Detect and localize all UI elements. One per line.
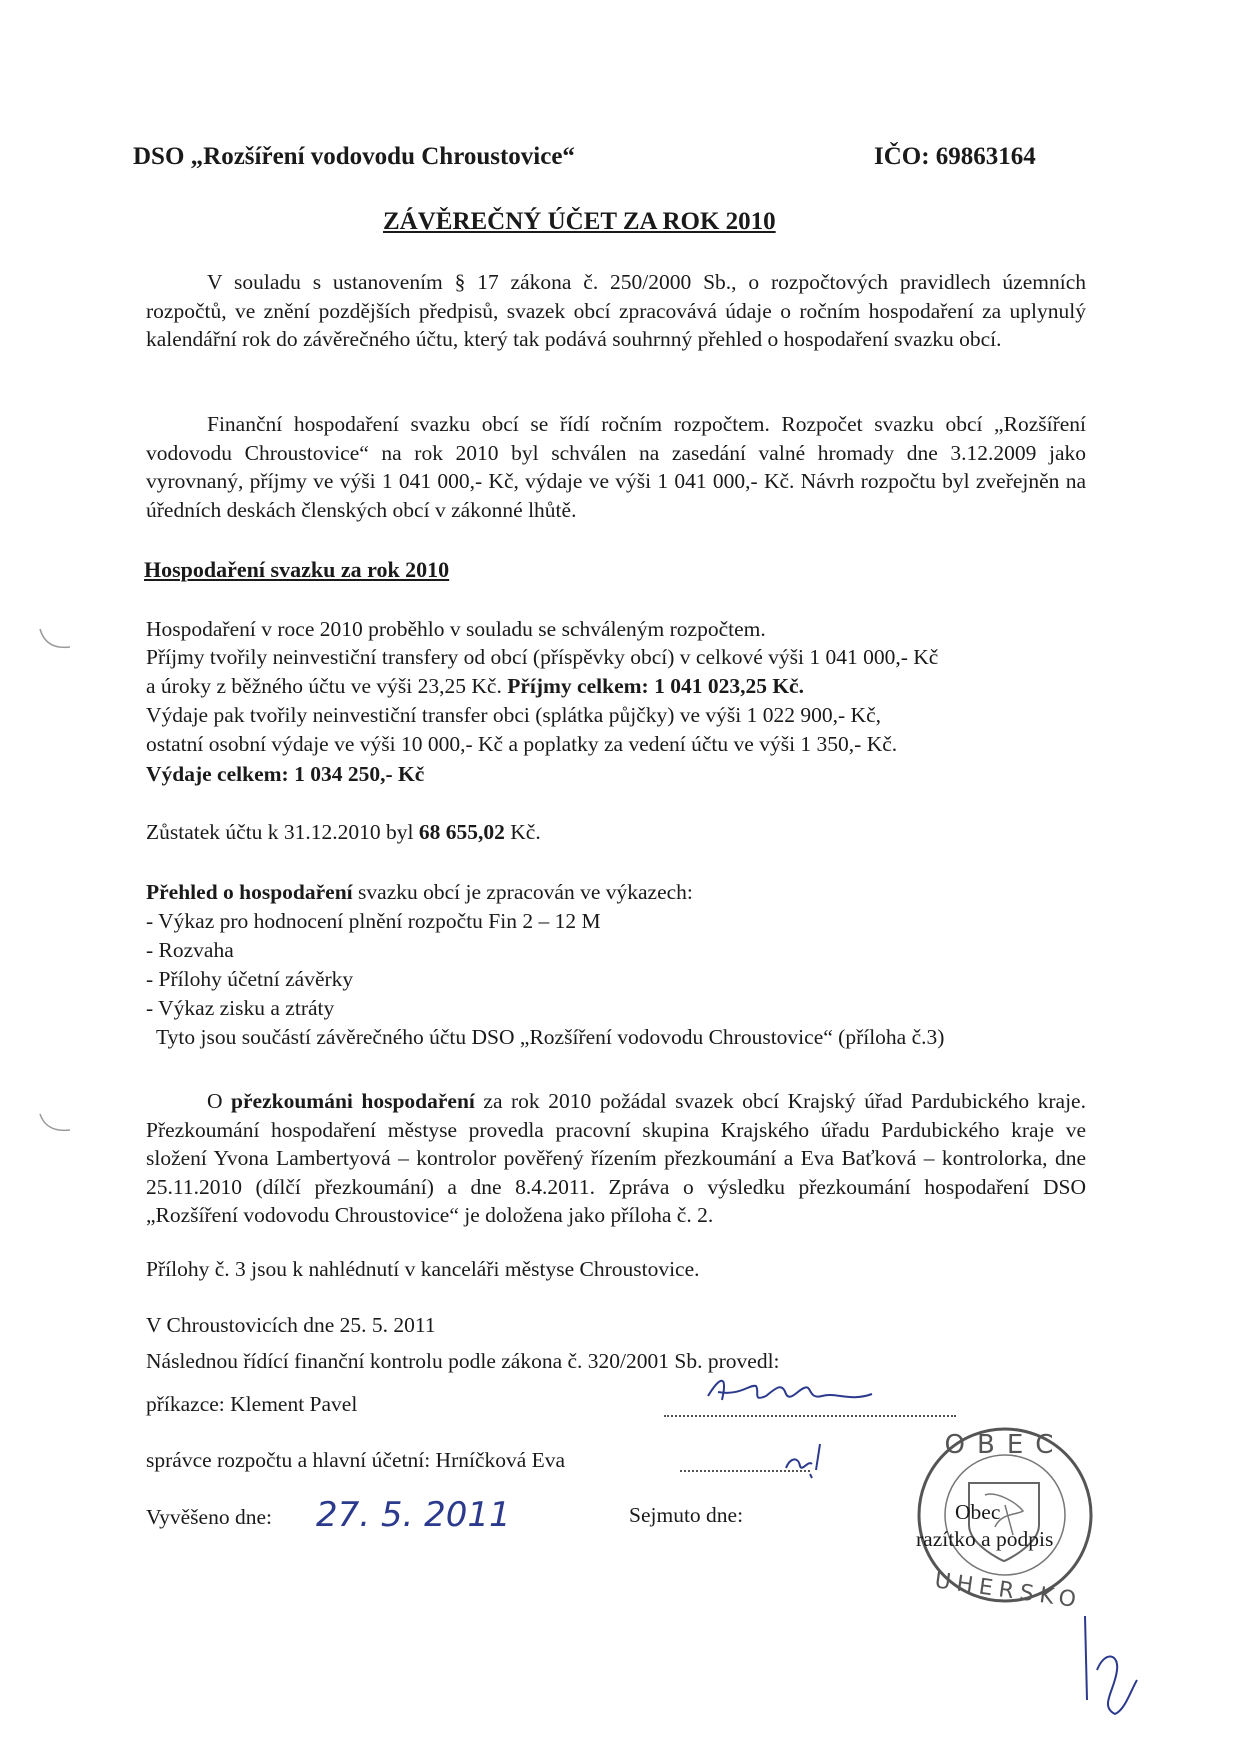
overview-item: - Přílohy účetní závěrky [146, 967, 354, 991]
overview-item: - Rozvaha [146, 938, 234, 962]
stamp-text-top: OBEC [944, 1430, 1066, 1460]
section-line-2: Příjmy tvořily neinvestiční transfery od obcí (příspěvky obcí) v celkové výši 1 041 000,- Kč [146, 645, 939, 669]
review-pre: O [207, 1089, 232, 1113]
section-heading: Hospodaření svazku za rok 2010 [144, 557, 450, 582]
scan-mark [36, 1110, 76, 1140]
section-line-4: Výdaje pak tvořily neinvestiční transfer obci (splátka půjčky) ve výši 1 022 900,- Kč, [146, 703, 881, 727]
orderer-label: příkazce: Klement Pavel [146, 1392, 358, 1416]
posted-label: Vyvěšeno dne: [146, 1505, 272, 1529]
overview-tail: Tyto jsou součástí závěrečného účtu DSO „Rozšíření vodovodu Chroustovice“ (příloha č.3) [156, 1025, 945, 1049]
section-line-3 [146, 674, 804, 699]
organization-name: DSO „Rozšíření vodovodu Chroustovice“ [133, 143, 575, 170]
scan-mark [36, 625, 76, 655]
stamp-text-bottom: UHERSKO [933, 1568, 1084, 1614]
budget-manager-label: správce rozpočtu a hlavní účetní: Hrníčková Eva [146, 1448, 566, 1472]
balance-label: Zůstatek účtu k 31.12.2010 byl [146, 820, 419, 844]
income-total: Příjmy celkem: 1 041 023,25 Kč. [507, 674, 804, 698]
ico-number: IČO: 69863164 [874, 143, 1036, 170]
place-and-date: V Chroustovicích dne 25. 5. 2011 [146, 1313, 436, 1337]
section-line-5: ostatní osobní výdaje ve výši 10 000,- Kč a poplatky za vedení účtu ve výši 1 350,- Kč. [146, 732, 898, 756]
review-bold: přezkoumáni hospodaření [231, 1089, 475, 1113]
expense-total [146, 762, 424, 787]
interest-text: a úroky z běžného účtu ve výši 23,25 Kč. [146, 674, 508, 698]
stamp-label-1: Obec [955, 1500, 1001, 1524]
official-stamp [905, 1415, 1105, 1615]
document-title: ZÁVĚREČNÝ ÚČET ZA ROK 2010 [383, 208, 776, 235]
attachments-note: Přílohy č. 3 jsou k nahlédnutí v kanceláři městyse Chroustovice. [146, 1257, 700, 1281]
section-line-1: Hospodaření v roce 2010 proběhlo v souladu se schváleným rozpočtem. [146, 617, 766, 641]
overview-item: - Výkaz pro hodnocení plnění rozpočtu Fin 2 – 12 M [146, 909, 601, 933]
budget-signature [780, 1440, 830, 1484]
financial-control-note: Následnou řídící finanční kontrolu podle zákona č. 320/2001 Sb. provedl: [146, 1349, 780, 1373]
expense-total-text: Výdaje celkem: 1 034 250,- Kč [146, 762, 425, 786]
review-rest: za rok 2010 požádal svazek obcí Krajský úřad Pardubického kraje. Přezkoumání hospodaření městyse provedla pracovní skupina Krajského úřadu Pardubického kraje ve složení Yvona Lambertyová – kontrolor pověřený řízením přezkoumání a Eva Baťková – kontrolorka, dne 25.11.2010 (dílčí přezkoumání) a dne 8.4.2011. Zpráva o výsledku přezkoumání hospodaření DSO „Rozšíření vodovodu Chroustovice“ je doložena jako příloha č. 2. [146, 1089, 1086, 1227]
overview-lead-bold: Přehled o hospodaření [146, 880, 353, 904]
stamp-label-2: razítko a podpis [916, 1527, 1054, 1551]
intro-paragraph-1: V souladu s ustanovením § 17 zákona č. 250/2000 Sb., o rozpočtových pravidlech územních rozpočtů, ve znění pozdějších předpisů, svazek obcí zpracovává údaje o ročním hospodaření za uplynulý kalendářní rok do závěrečného účtu, který tak podává souhrnný přehled o hospodaření svazku obcí. [146, 270, 1086, 351]
overview-item: - Výkaz zisku a ztráty [146, 996, 335, 1020]
balance-currency: Kč. [504, 820, 541, 844]
removed-label: Sejmuto dne: [629, 1503, 744, 1527]
overview-lead [146, 880, 693, 905]
overview-lead-rest: svazku obcí je zpracován ve výkazech: [352, 880, 693, 904]
balance-value: 68 655,02 [418, 820, 505, 844]
handwritten-mark [1075, 1610, 1145, 1720]
posted-date: 27. 5. 2011 [316, 1495, 511, 1535]
intro-paragraph-2: Finanční hospodaření svazku obcí se řídí ročním rozpočtem. Rozpočet svazku obcí „Rozšíření vodovodu Chroustovice“ na rok 2010 byl schválen na zasedání valné hromady dne 3.12.2009 jako vyrovnaný, příjmy ve výši 1 041 000,- Kč, výdaje ve výši 1 041 000,- Kč. Návrh rozpočtu byl zveřejněn na úředních deskách členských obcí v zákonné lhůtě. [146, 412, 1086, 522]
orderer-signature [700, 1366, 880, 1414]
account-balance [146, 820, 541, 845]
review-paragraph [146, 1087, 1086, 1230]
